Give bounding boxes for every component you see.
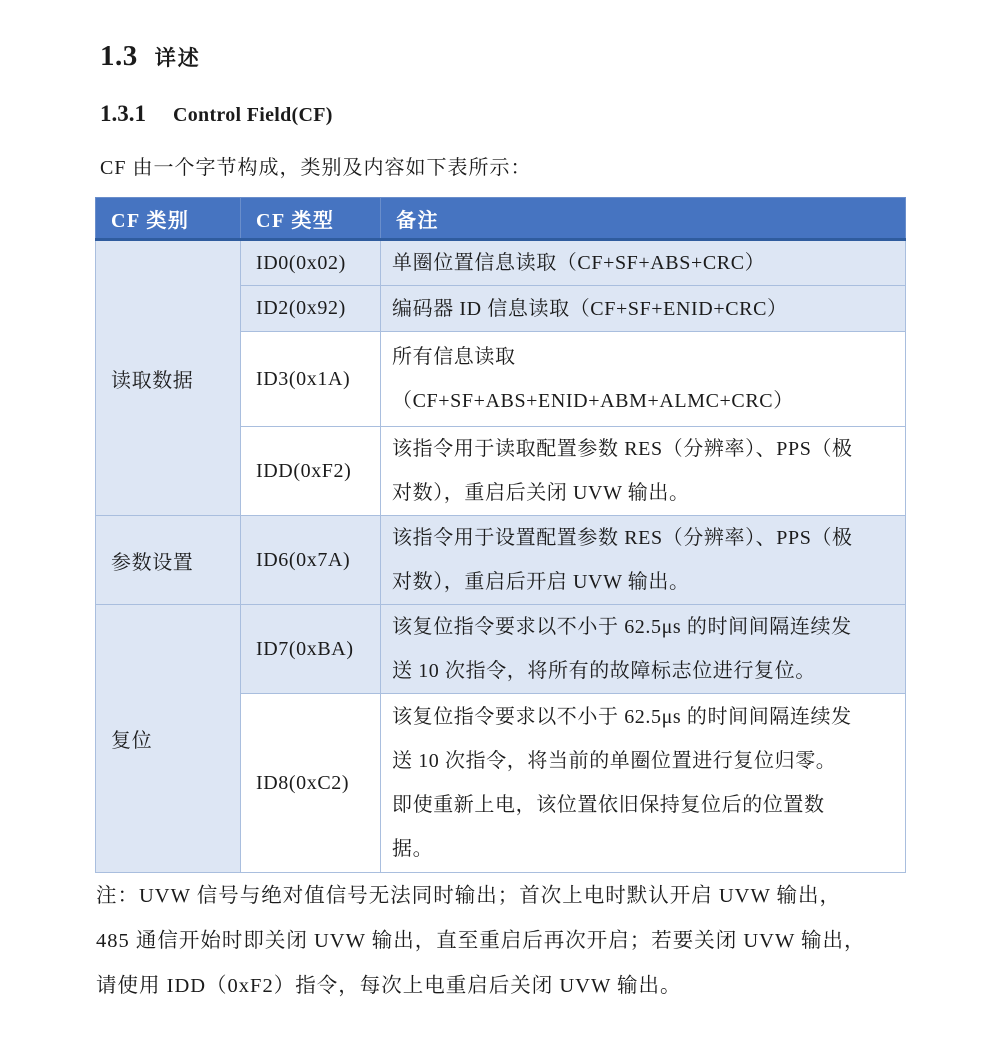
- remark-line: 单圈位置信息读取（CF+SF+ABS+CRC）: [392, 252, 766, 274]
- footnote-line: 485 通信开始时即关闭 UVW 输出，直至重启后再次开启；若要关闭 UVW 输出，: [96, 930, 866, 952]
- remark-line: 该复位指令要求以不小于 62.5μs 的时间间隔连续发: [392, 706, 852, 728]
- type-cell-id7: ID7(0xBA): [241, 605, 381, 694]
- remark-line: 对数），重启后关闭 UVW 输出。: [392, 482, 690, 504]
- section-number: 1.3: [100, 40, 138, 72]
- remark-line: 送 10 次指令，将当前的单圈位置进行复位归零。: [392, 750, 837, 772]
- header-remark: 备注: [381, 198, 906, 240]
- category-cell-param: 参数设置: [96, 516, 241, 605]
- type-cell-id6: ID6(0x7A): [241, 516, 381, 605]
- category-cell-read: 读取数据: [96, 240, 241, 516]
- type-cell-id0: ID0(0x02): [241, 240, 381, 286]
- remark-line: 该指令用于设置配置参数 RES（分辨率）、PPS（极: [392, 527, 853, 549]
- remark-line: 该复位指令要求以不小于 62.5μs 的时间间隔连续发: [392, 616, 852, 638]
- header-cf-category: CF 类别: [96, 198, 241, 240]
- subsection-title: Control Field(CF): [173, 104, 333, 126]
- remark-cell-id3: [381, 332, 906, 427]
- footnote-line: 请使用 IDD（0xF2）指令，每次上电重启后关闭 UVW 输出。: [96, 975, 682, 997]
- remark-line: 送 10 次指令，将所有的故障标志位进行复位。: [392, 660, 816, 682]
- remark-cell-id0: [381, 240, 906, 286]
- type-cell-id3: ID3(0x1A): [241, 332, 381, 427]
- remark-line: 所有信息读取: [392, 346, 516, 368]
- remark-cell-id2: [381, 286, 906, 332]
- table-row: [96, 605, 906, 694]
- cf-table: [95, 197, 906, 873]
- remark-cell-id7: [381, 605, 906, 694]
- footnote-line: 注：UVW 信号与绝对值信号无法同时输出；首次上电时默认开启 UVW 输出，: [96, 885, 842, 907]
- remark-line: 据。: [392, 838, 434, 860]
- category-cell-reset: 复位: [96, 605, 241, 873]
- type-cell-id2: ID2(0x92): [241, 286, 381, 332]
- remark-cell-id8: [381, 694, 906, 873]
- section-heading: [100, 40, 201, 73]
- remark-line: 编码器 ID 信息读取（CF+SF+ENID+CRC）: [392, 297, 788, 320]
- footnote-paragraph: [96, 874, 866, 1009]
- table-row: [96, 240, 906, 286]
- remark-line: 即使重新上电，该位置依旧保持复位后的位置数: [392, 794, 825, 816]
- remark-cell-id6: [381, 516, 906, 605]
- intro-paragraph: CF 由一个字节构成，类别及内容如下表所示：: [100, 157, 532, 179]
- subsection-heading: [100, 101, 333, 127]
- table-header-row: [96, 198, 906, 240]
- remark-line: （CF+SF+ABS+ENID+ABM+ALMC+CRC）: [392, 390, 794, 412]
- remark-line: 对数），重启后开启 UVW 输出。: [392, 571, 690, 593]
- type-cell-id8: ID8(0xC2): [241, 694, 381, 873]
- remark-cell-idd: [381, 427, 906, 516]
- section-title: 详述: [154, 46, 201, 70]
- remark-line: 该指令用于读取配置参数 RES（分辨率）、PPS（极: [392, 438, 853, 460]
- subsection-number: 1.3.1: [100, 101, 146, 126]
- table-row: [96, 516, 906, 605]
- header-cf-type: CF 类型: [241, 198, 381, 240]
- type-cell-idd: IDD(0xF2): [241, 427, 381, 516]
